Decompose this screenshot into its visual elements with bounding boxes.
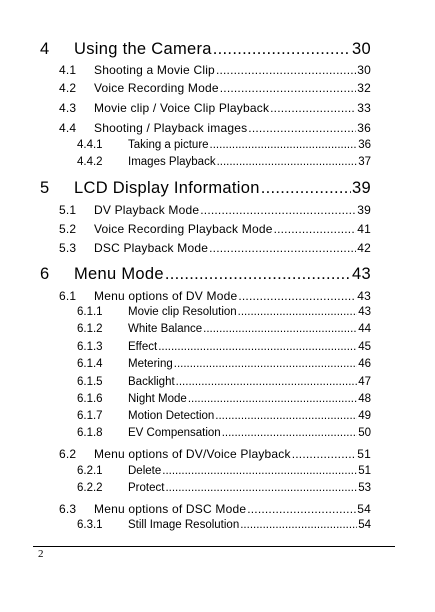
- toc-entry-number: 6.1.6: [77, 393, 103, 405]
- toc-dot-leader: [165, 265, 351, 284]
- toc-entry-level2[interactable]: [59, 502, 371, 516]
- toc-entry-level3[interactable]: [77, 139, 371, 151]
- toc-entry-page[interactable]: 43: [352, 265, 371, 283]
- toc-entry-level2[interactable]: [59, 222, 371, 236]
- toc-entry-number: 5.1: [59, 203, 77, 217]
- toc-entry-number: 4.1: [59, 63, 77, 77]
- toc-entry-number: 5.3: [59, 241, 77, 255]
- toc-entry-level3[interactable]: [77, 358, 371, 370]
- toc-dot-leader: [203, 323, 357, 335]
- toc-dot-leader: [200, 203, 356, 217]
- toc-dot-leader: [240, 519, 357, 531]
- toc-dot-leader: [165, 482, 357, 494]
- toc-dot-leader: [274, 222, 357, 236]
- toc-entry-level2[interactable]: [59, 289, 371, 303]
- toc-entry-title[interactable]: Night Mode: [128, 393, 187, 405]
- toc-entry-number: 4: [40, 40, 50, 58]
- toc-entry-page[interactable]: 44: [358, 323, 371, 335]
- toc-entry-level2[interactable]: [59, 203, 371, 217]
- toc-entry-number: 6.2.2: [77, 482, 103, 494]
- toc-entry-title[interactable]: Using the Camera: [74, 40, 212, 58]
- toc-entry-title[interactable]: LCD Display Information: [74, 179, 260, 197]
- toc-entry-title[interactable]: Still Image Resolution: [128, 519, 240, 531]
- toc-entry-title[interactable]: Movie clip Resolution: [128, 306, 237, 318]
- toc-dot-leader: [162, 465, 357, 477]
- toc-dot-leader: [217, 156, 358, 168]
- toc-entry-title[interactable]: Delete: [128, 465, 162, 477]
- toc-entry-page[interactable]: 41: [357, 222, 371, 236]
- toc-entry-number: 6.1: [59, 289, 77, 303]
- toc-dot-leader: [209, 241, 356, 255]
- toc-entry-title[interactable]: Effect: [128, 341, 158, 353]
- toc-entry-level3[interactable]: [77, 482, 371, 494]
- toc-dot-leader: [261, 179, 351, 198]
- toc-entry-number: 6.1.4: [77, 358, 103, 370]
- toc-entry-page[interactable]: 43: [358, 306, 371, 318]
- toc-entry-number: 6.1.1: [77, 306, 103, 318]
- toc-entry-title[interactable]: Voice Recording Mode: [94, 81, 219, 95]
- toc-entry-level2[interactable]: [59, 447, 371, 461]
- toc-entry-level3[interactable]: [77, 341, 371, 353]
- toc-entry-page[interactable]: 39: [357, 203, 371, 217]
- toc-entry-level3[interactable]: [77, 323, 371, 335]
- toc-dot-leader: [238, 289, 356, 303]
- toc-entry-page[interactable]: 32: [357, 81, 371, 95]
- toc-entry-number: 6.1.8: [77, 427, 103, 439]
- toc-entry-level3[interactable]: [77, 156, 371, 168]
- toc-entry-title[interactable]: DV Playback Mode: [94, 203, 200, 217]
- toc-dot-leader: [270, 101, 356, 115]
- toc-dot-leader: [158, 341, 357, 353]
- toc-dot-leader: [220, 81, 357, 95]
- toc-entry-level3[interactable]: [77, 393, 371, 405]
- toc-entry-number: 6.1.5: [77, 376, 103, 388]
- toc-entry-number: 6.1.2: [77, 323, 103, 335]
- toc-entry-page[interactable]: 36: [358, 139, 371, 151]
- toc-entry-number: 4.3: [59, 101, 77, 115]
- toc-entry-page[interactable]: 48: [358, 393, 371, 405]
- toc-entry-level1[interactable]: [40, 40, 371, 59]
- toc-entry-page[interactable]: 30: [352, 40, 371, 58]
- toc-entry-title[interactable]: Motion Detection: [128, 410, 215, 422]
- toc-entry-page[interactable]: 37: [358, 156, 371, 168]
- toc-entry-level2[interactable]: [59, 241, 371, 255]
- toc-entry-level3[interactable]: [77, 519, 371, 531]
- toc-entry-page[interactable]: 51: [357, 447, 371, 461]
- toc-entry-page[interactable]: 36: [357, 121, 371, 135]
- toc-entry-page[interactable]: 46: [358, 358, 371, 370]
- toc-entry-title[interactable]: Menu options of DSC Mode: [94, 502, 247, 516]
- toc-entry-number: 4.4.1: [77, 139, 103, 151]
- toc-dot-leader: [222, 427, 358, 439]
- toc-entry-level3[interactable]: [77, 427, 371, 439]
- toc-entry-number: 4.4: [59, 121, 77, 135]
- toc-entry-level3[interactable]: [77, 410, 371, 422]
- toc-entry-number: 5.2: [59, 222, 77, 236]
- toc-entry-page[interactable]: 47: [358, 376, 371, 388]
- toc-entry-title[interactable]: Menu options of DV/Voice Playback: [94, 447, 291, 461]
- toc-entry-number: 6.3: [59, 502, 77, 516]
- toc-dot-leader: [216, 63, 356, 77]
- toc-entry-page[interactable]: 49: [358, 410, 371, 422]
- toc-entry-page[interactable]: 54: [357, 502, 371, 516]
- toc-entry-page[interactable]: 39: [352, 179, 371, 197]
- toc-entry-level1[interactable]: [40, 179, 371, 198]
- toc-dot-leader: [247, 502, 356, 516]
- toc-dot-leader: [213, 40, 351, 59]
- toc-entry-title[interactable]: Menu Mode: [74, 265, 164, 283]
- toc-entry-level3[interactable]: [77, 306, 371, 318]
- toc-dot-leader: [210, 139, 358, 151]
- toc-entry-number: 6.2: [59, 447, 77, 461]
- toc-entry-page[interactable]: 51: [358, 465, 371, 477]
- footer-divider: [33, 546, 395, 547]
- toc-entry-number: 6: [40, 265, 50, 283]
- toc-entry-page[interactable]: 50: [358, 427, 371, 439]
- toc-entry-number: 4.2: [59, 81, 77, 95]
- toc-entry-number: 6.3.1: [77, 519, 103, 531]
- toc-entry-number: 6.2.1: [77, 465, 103, 477]
- toc-dot-leader: [188, 393, 357, 405]
- toc-entry-title[interactable]: Movie clip / Voice Clip Playback: [94, 101, 270, 115]
- toc-entry-level2[interactable]: [59, 101, 371, 115]
- toc-entry-title[interactable]: Protect: [128, 482, 165, 494]
- toc-dot-leader: [248, 121, 356, 135]
- toc-entry-title[interactable]: Voice Recording Playback Mode: [94, 222, 273, 236]
- toc-entry-title[interactable]: Images Playback: [128, 156, 216, 168]
- toc-entry-title[interactable]: DSC Playback Mode: [94, 241, 209, 255]
- toc-entry-page[interactable]: 45: [358, 341, 371, 353]
- toc-entry-title[interactable]: Shooting / Playback images: [94, 121, 248, 135]
- toc-entry-title[interactable]: Taking a picture: [128, 139, 209, 151]
- toc-entry-level1[interactable]: [40, 265, 371, 284]
- toc-dot-leader: [176, 376, 358, 388]
- toc-entry-number: 4.4.2: [77, 156, 103, 168]
- toc-entry-title[interactable]: EV Compensation: [128, 427, 221, 439]
- toc-dot-leader: [174, 358, 357, 370]
- toc-entry-number: 6.1.7: [77, 410, 103, 422]
- toc-entry-page[interactable]: 43: [357, 289, 371, 303]
- toc-dot-leader: [215, 410, 357, 422]
- toc-entry-level2[interactable]: [59, 81, 371, 95]
- toc-dot-leader: [292, 447, 357, 461]
- toc-entry-level2[interactable]: [59, 121, 371, 135]
- toc-entry-page[interactable]: 53: [358, 482, 371, 494]
- toc-entry-level2[interactable]: [59, 63, 371, 77]
- toc-dot-leader: [238, 306, 358, 318]
- toc-entry-title[interactable]: Shooting a Movie Clip: [94, 63, 215, 77]
- toc-entry-number: 5: [40, 179, 50, 197]
- toc-entry-page[interactable]: 30: [357, 63, 371, 77]
- toc-entry-title[interactable]: Menu options of DV Mode: [94, 289, 238, 303]
- toc-entry-level3[interactable]: [77, 465, 371, 477]
- page-number: 2: [38, 548, 44, 560]
- toc-entry-title[interactable]: Backlight: [128, 376, 175, 388]
- toc-entry-page[interactable]: 54: [358, 519, 371, 531]
- toc-entry-title[interactable]: White Balance: [128, 323, 203, 335]
- toc-entry-page[interactable]: 33: [357, 101, 371, 115]
- toc-entry-title[interactable]: Metering: [128, 358, 173, 370]
- toc-entry-page[interactable]: 42: [357, 241, 371, 255]
- toc-entry-level3[interactable]: [77, 376, 371, 388]
- toc-entry-number: 6.1.3: [77, 341, 103, 353]
